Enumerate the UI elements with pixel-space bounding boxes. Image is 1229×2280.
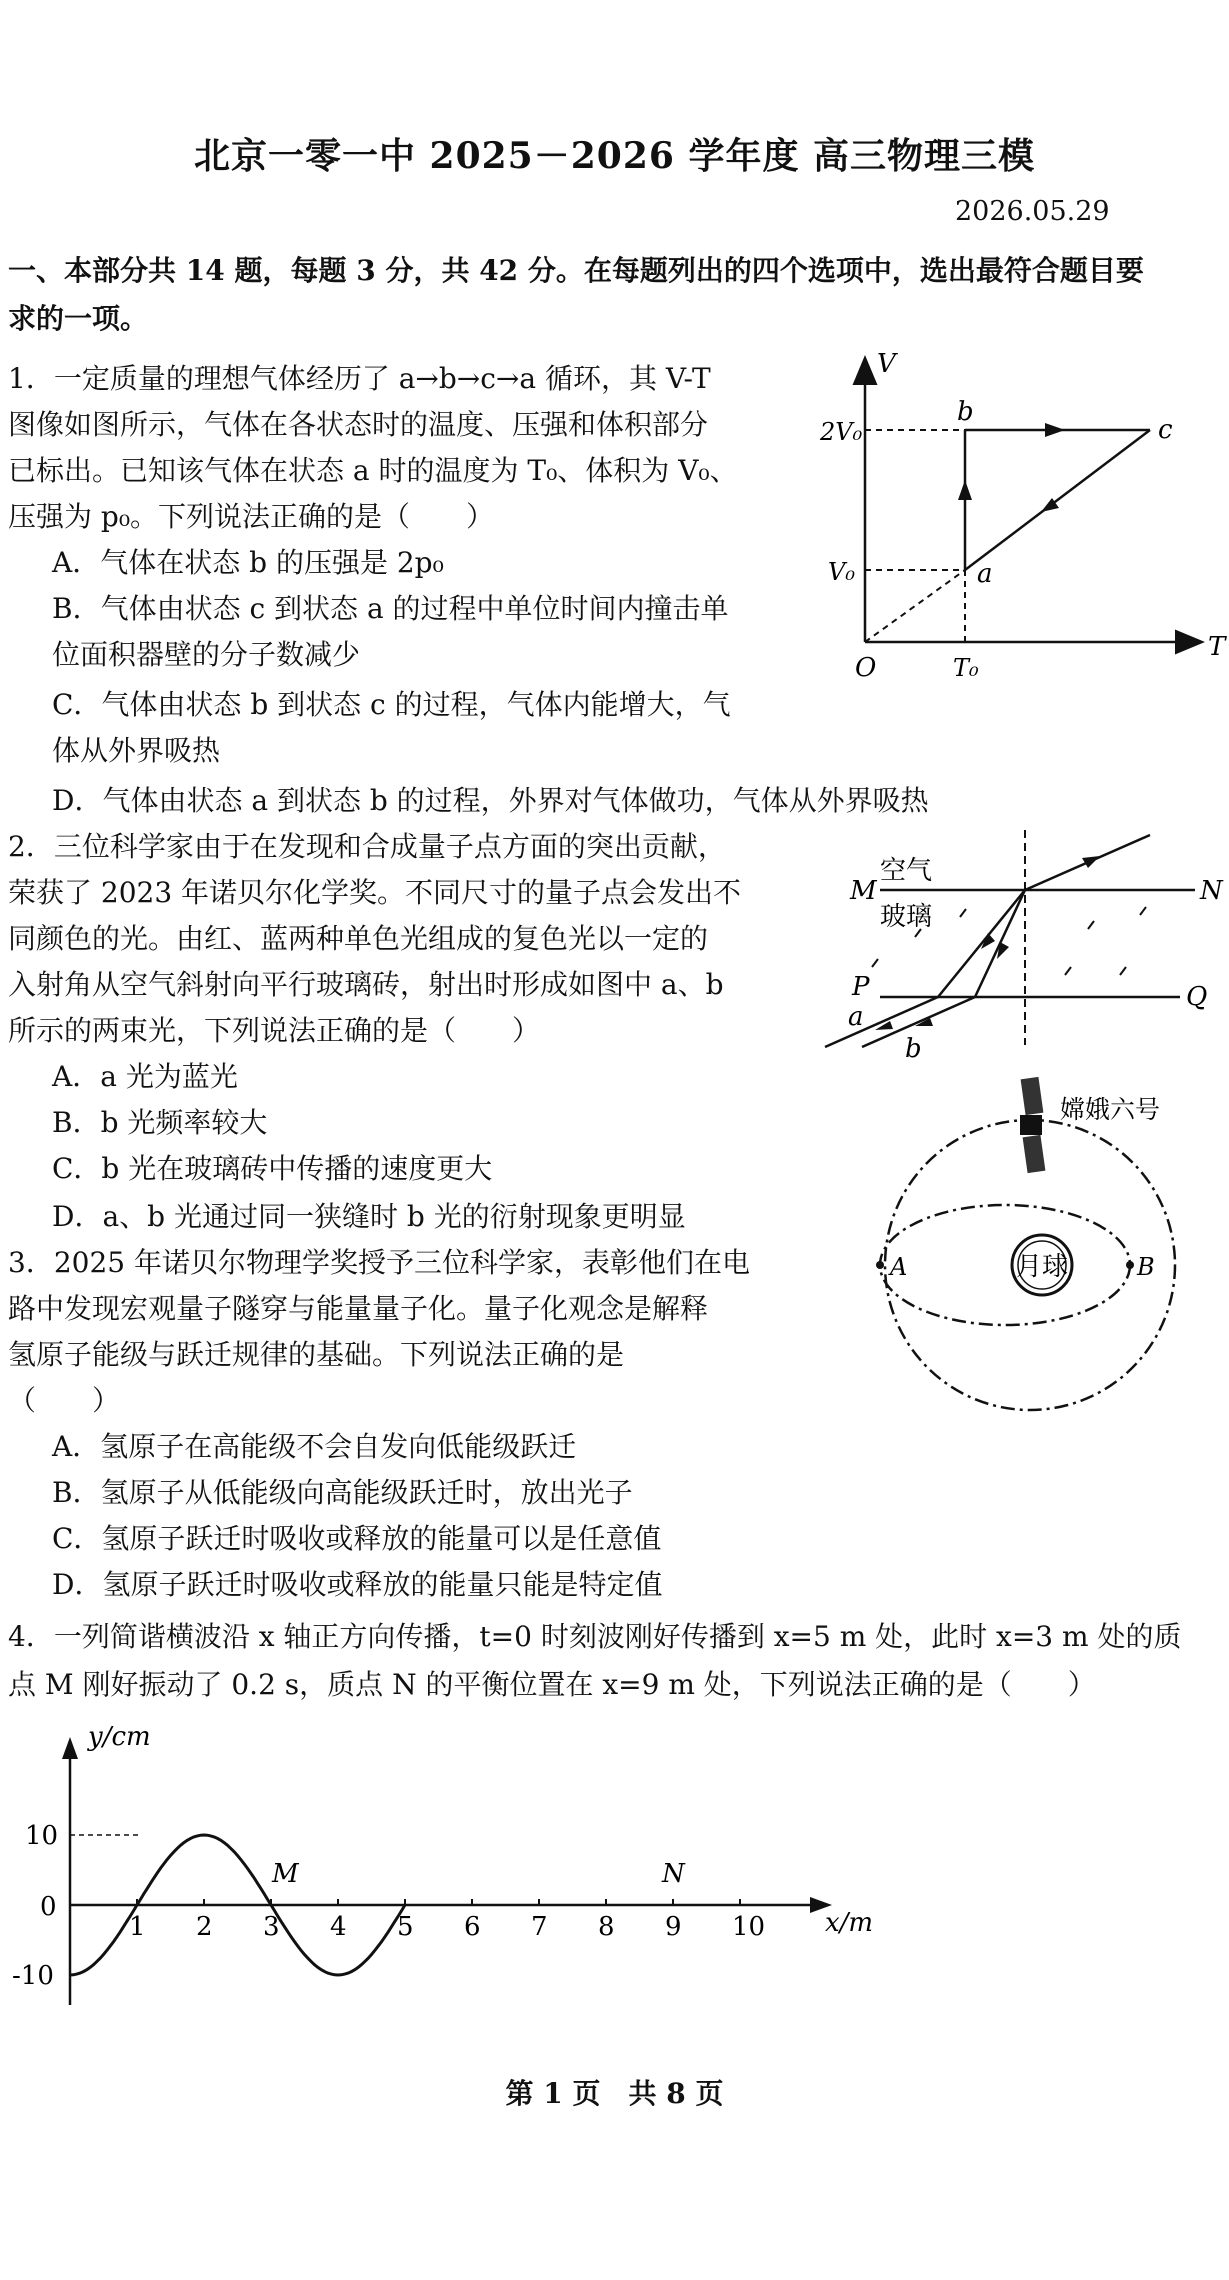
origin-label: O <box>855 653 877 683</box>
q2-glass-diagram <box>820 825 1223 1065</box>
q1-option-d: D．气体由状态 a 到状态 b 的过程，外界对气体做功，气体从外界吸热 <box>52 784 929 817</box>
q4-stem-line1: 4．一列简谐横波沿 x 轴正方向传播，t=0 时刻波刚好传播到 x=5 m 处，此时 x=3 m 处的质 <box>8 1620 1182 1653</box>
point-n-label: N <box>662 1859 685 1889</box>
q3-stem-line3: 氢原子能级与跃迁规律的基础。下列说法正确的是 <box>8 1338 625 1371</box>
label-a: A <box>890 1253 908 1281</box>
moon-label: 月球 <box>1015 1252 1069 1282</box>
q2-option-a: A．a 光为蓝光 <box>52 1060 238 1093</box>
x-tick-label: 6 <box>464 1912 481 1942</box>
exam-date: 2026.05.29 <box>955 196 1110 227</box>
x-tick-label: 2 <box>196 1912 213 1942</box>
label-m: M <box>850 876 877 906</box>
t-axis-label: T <box>1208 632 1226 662</box>
q2-stem-line1: 2．三位科学家由于在发现和合成量子点方面的突出贡献， <box>8 830 726 863</box>
x-tick-label: 1 <box>129 1912 146 1942</box>
q2-stem-line2: 荣获了 2023 年诺贝尔化学奖。不同尺寸的量子点会发出不 <box>8 876 742 909</box>
q1-vt-diagram <box>820 349 1226 683</box>
point-b-label: b <box>957 397 974 427</box>
label-air: 空气 <box>880 856 933 886</box>
section-instructions-line2: 求的一项。 <box>8 302 149 335</box>
q1-option-c-cont: 体从外界吸热 <box>52 734 221 767</box>
q1-stem-line1: 1．一定质量的理想气体经历了 a→b→c→a 循环，其 V-T <box>8 362 711 395</box>
q1-option-b: B．气体由状态 c 到状态 a 的过程中单位时间内撞击单 <box>52 592 729 625</box>
q3-stem-line1: 3．2025 年诺贝尔物理学奖授予三位科学家，表彰他们在电 <box>8 1246 750 1279</box>
satellite <box>1020 1077 1045 1173</box>
arrow-ab <box>958 480 972 500</box>
q3-option-d: D．氢原子跃迁时吸收或释放的能量只能是特定值 <box>52 1568 663 1601</box>
ytick-10: 10 <box>25 1821 59 1851</box>
satellite-label: 嫦娥六号 <box>1060 1095 1161 1124</box>
label-b: B <box>1137 1253 1155 1281</box>
point-b <box>1126 1261 1134 1269</box>
x-tick-label: 10 <box>732 1912 766 1942</box>
x-axis-label: x/m <box>825 1908 874 1938</box>
y-axis-label: y/cm <box>88 1722 151 1752</box>
label-a: a <box>848 1002 864 1032</box>
q2-option-b: B．b 光频率较大 <box>52 1106 268 1139</box>
section-instructions-line1: 一、本部分共 14 题，每题 3 分，共 42 分。在每题列出的四个选项中，选出最符合题目要 <box>8 254 1144 287</box>
label-n: N <box>1200 876 1223 906</box>
point-a <box>876 1261 884 1269</box>
point-c-label: c <box>1158 415 1173 445</box>
q3-option-c: C．氢原子跃迁时吸收或释放的能量可以是任意值 <box>52 1522 662 1555</box>
x-tick-label: 5 <box>397 1912 414 1942</box>
q1-stem-line2: 图像如图所示，气体在各状态时的温度、压强和体积部分 <box>8 408 709 441</box>
q1-stem-line3: 已标出。已知该气体在状态 a 时的温度为 T₀、体积为 V₀、 <box>8 454 738 487</box>
origin-dashed <box>865 570 965 642</box>
label-b: b <box>905 1034 922 1064</box>
y-axis-arrow <box>62 1737 78 1759</box>
small-orbit <box>880 1205 1130 1325</box>
label-q: Q <box>1186 982 1208 1012</box>
q1-option-c: C．气体由状态 b 到状态 c 的过程，气体内能增大，气 <box>52 688 731 721</box>
label-p: P <box>852 972 870 1002</box>
q3-option-a: A．氢原子在高能级不会自发向低能级跃迁 <box>52 1430 577 1463</box>
q4-stem-line2: 点 M 刚好振动了 0.2 s，质点 N 的平衡位置在 x=9 m 处，下列说法正确的是（ ） <box>8 1668 1096 1701</box>
arrow-bc <box>1045 423 1065 437</box>
q2-stem-line5: 所示的两束光，下列说法正确的是（ ） <box>8 1014 541 1047</box>
q4-wave-graph <box>10 1722 890 2015</box>
q2-stem-line4: 入射角从空气斜射向平行玻璃砖，射出时形成如图中 a、b <box>8 968 724 1001</box>
q1-stem-line4: 压强为 p₀。下列说法正确的是（ ） <box>8 500 495 533</box>
q3-stem-line2: 路中发现宏观量子隧穿与能量量子化。量子化观念是解释 <box>8 1292 709 1325</box>
path-ca <box>965 430 1150 570</box>
2v0-label: 2V₀ <box>820 418 863 446</box>
x-tick-label: 8 <box>598 1912 615 1942</box>
label-glass: 玻璃 <box>880 902 933 932</box>
incident-arrow <box>1082 856 1100 868</box>
page-title: 北京一零一中 2025－2026 学年度 高三物理三模 <box>194 135 1035 177</box>
x-tick-label: 4 <box>330 1912 347 1942</box>
orbit-diagram <box>855 1060 1225 1430</box>
x-tick-label: 7 <box>531 1912 548 1942</box>
v0-label: V₀ <box>828 558 855 586</box>
q1-option-b-cont: 位面积器壁的分子数减少 <box>52 638 361 671</box>
q1-option-a: A．气体在状态 b 的压强是 2p₀ <box>52 546 444 579</box>
t0-label: T₀ <box>953 654 979 682</box>
page-footer: 第 1 页 共 8 页 <box>505 2077 724 2110</box>
q2-option-d: D．a、b 光通过同一狭缝时 b 光的衍射现象更明显 <box>52 1200 686 1233</box>
q3-option-b: B．氢原子从低能级向高能级跃迁时，放出光子 <box>52 1476 633 1509</box>
x-tick-label: 3 <box>263 1912 280 1942</box>
q2-option-c: C．b 光在玻璃砖中传播的速度更大 <box>52 1152 493 1185</box>
point-a-label: a <box>977 559 993 589</box>
ytick-0: 0 <box>40 1892 57 1922</box>
q3-stem-line4: （ ） <box>8 1384 121 1417</box>
ytick-neg10: -10 <box>12 1961 54 1991</box>
q2-stem-line3: 同颜色的光。由红、蓝两种单色光组成的复色光以一定的 <box>8 922 709 955</box>
v-axis-label: V <box>877 349 896 379</box>
x-tick-label: 9 <box>665 1912 682 1942</box>
point-m-label: M <box>272 1859 299 1889</box>
